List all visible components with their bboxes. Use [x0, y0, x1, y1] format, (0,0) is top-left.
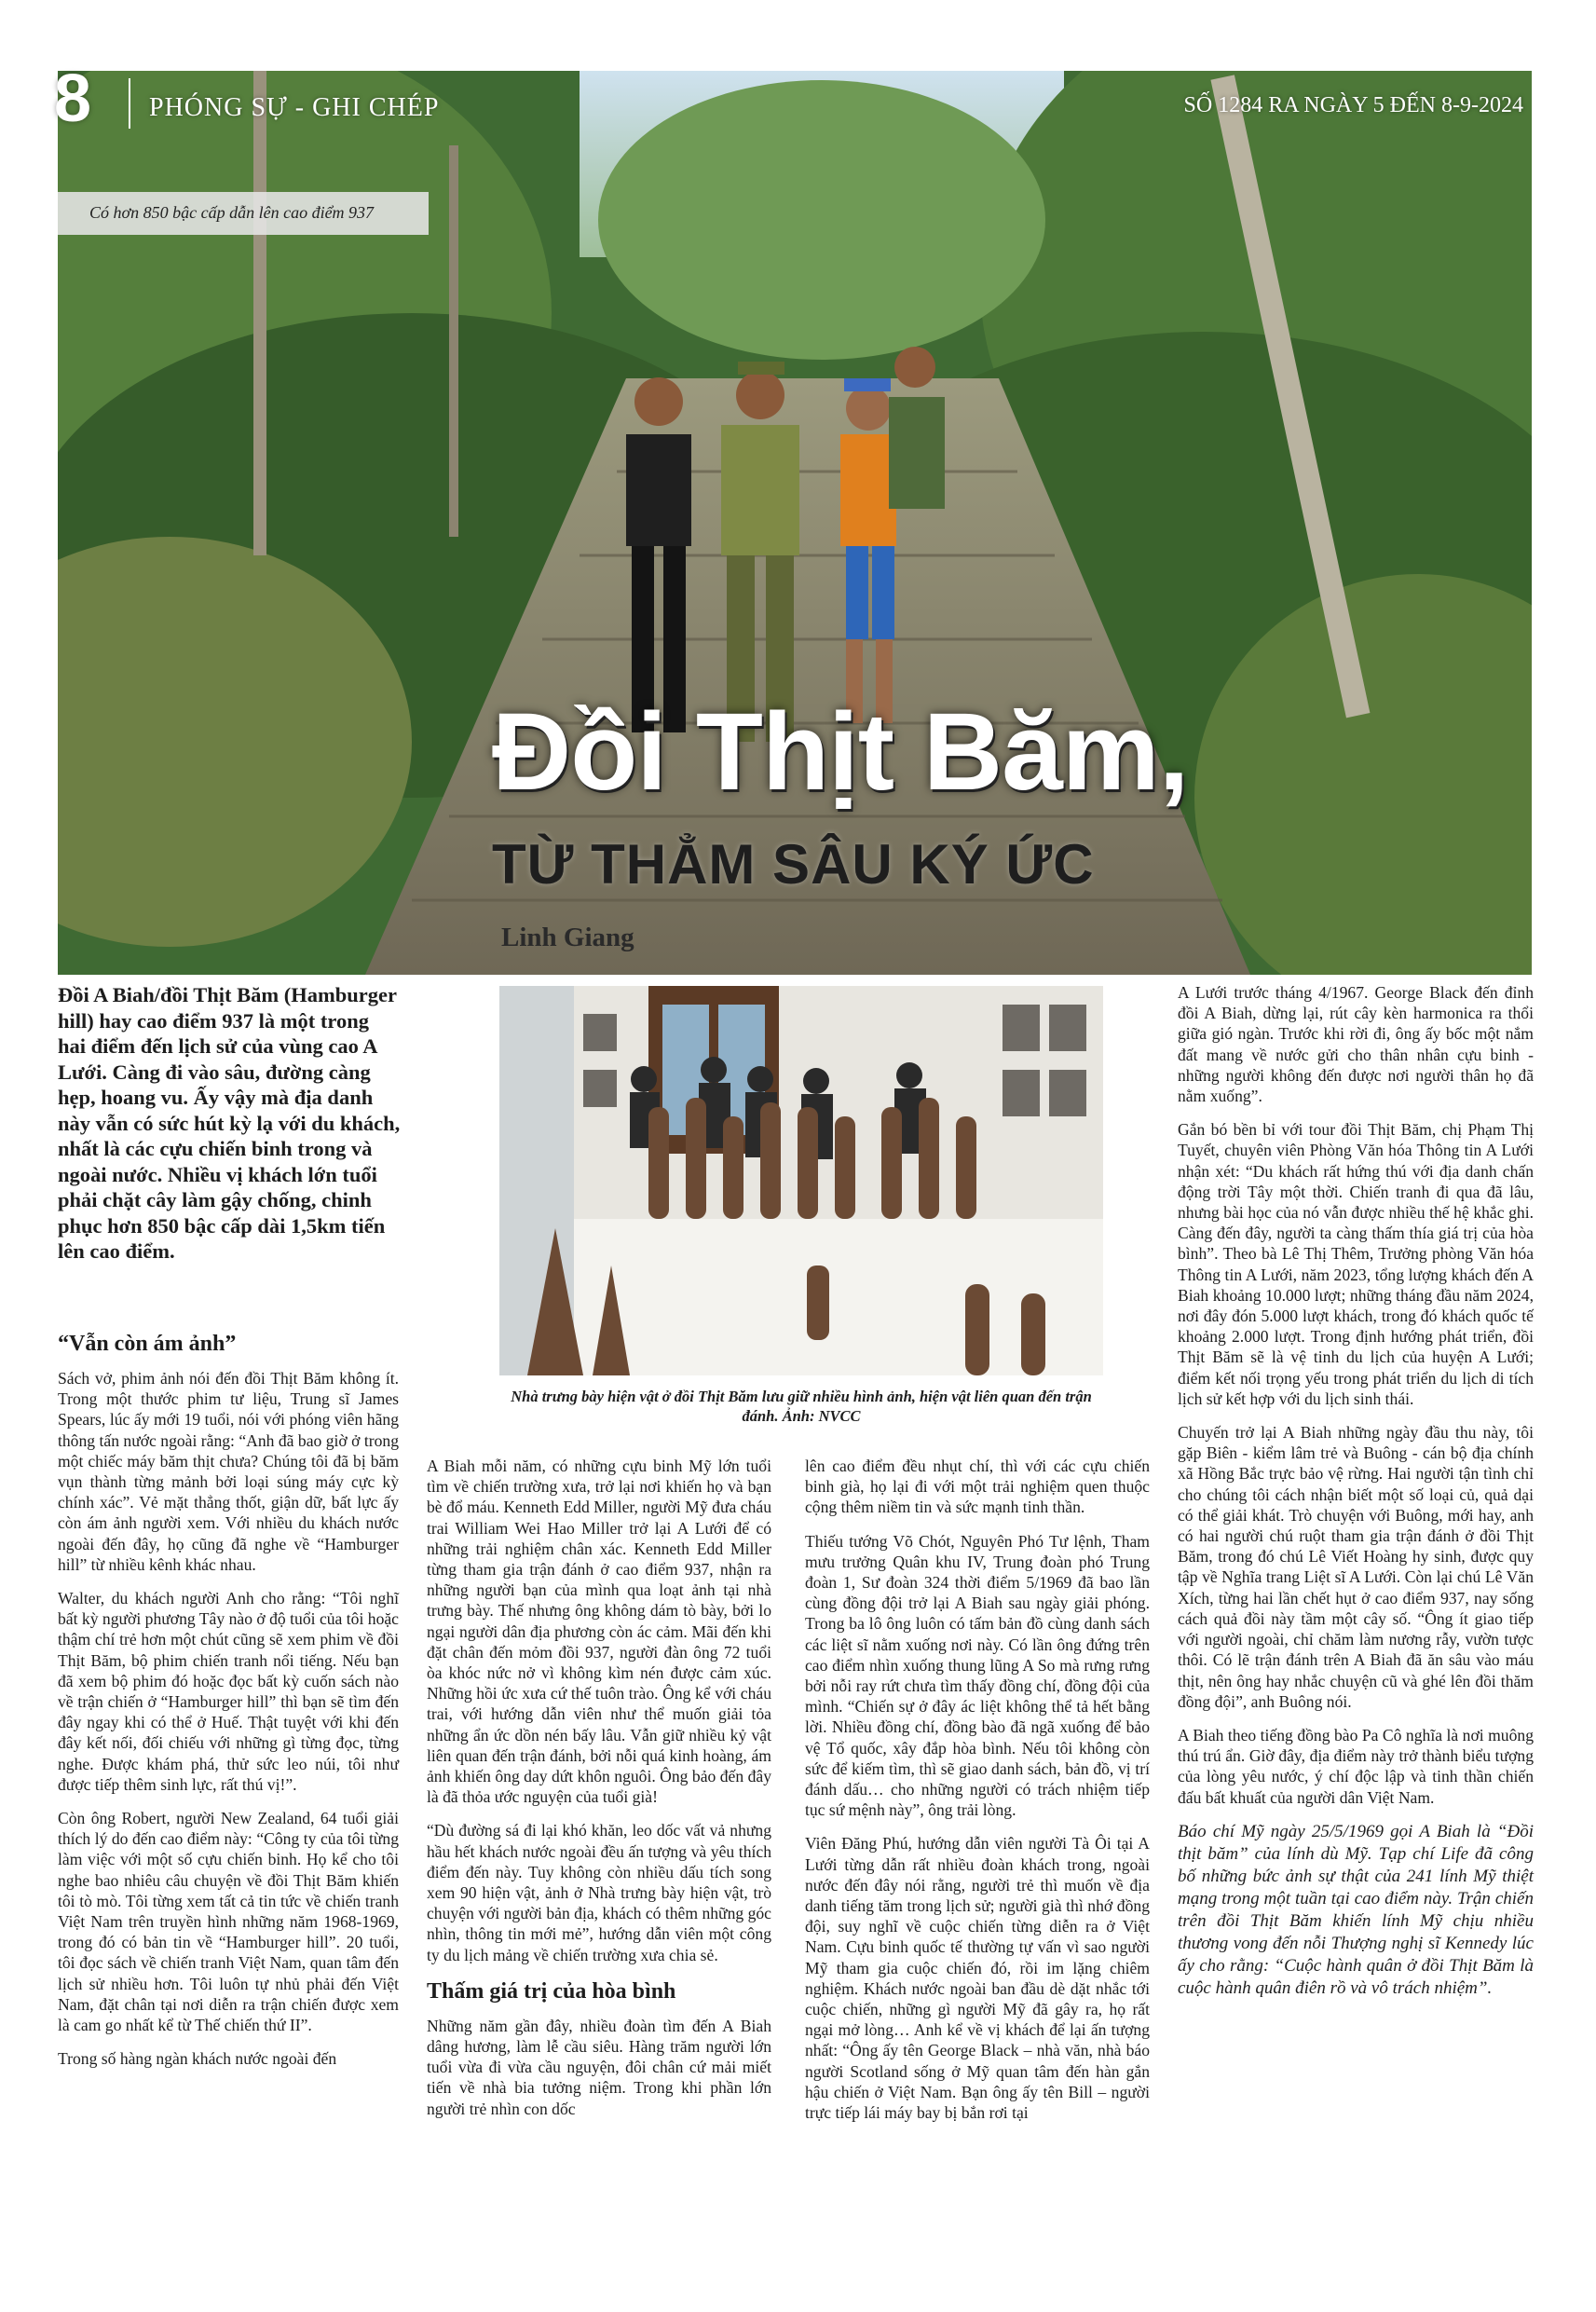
- page-number: 8: [54, 62, 92, 136]
- paragraph: Còn ông Robert, người New Zealand, 64 tuổi giải thích lý do đến cao điểm này: “Công ty của tôi từng làm việc với một số cựu chiến binh. Họ kể cho tôi nghe bao nhiêu câu chuyện về đồi Thịt Băm khiến tôi tò mò. Tôi từng xem tất cả tin tức về chiến tranh Việt Nam trên truyền hình những năm 1968-1969, trong đó có bản tin về “Hamburger hill”. 20 tuổi, tôi đọc sách về chiến tranh Việt Nam, quan tâm đến lịch sử nhiều hơn. Tôi luôn tự nhủ phải đến Việt Nam, đặt chân tại nơi diễn ra trận chiến được xem là cam go nhất kể từ Thế chiến thứ II”.: [58, 1809, 399, 2035]
- paragraph: Sách vở, phim ảnh nói đến đồi Thịt Băm không ít. Trong một thước phim tư liệu, Trung sĩ James Spears, lúc ấy mới 19 tuổi, nói với phóng viên hãng thông tấn nước ngoài rằng: “Anh đã bao giờ ở trong một chiếc máy băm thịt chưa? Chúng tôi đã bị băm vụn thành từng mảnh bởi loại súng máy cực kỳ chính xác”. Vẻ mặt thẳng thốt, giận dữ, bất lực ấy còn ám ảnh người xem. Với nhiều du khách nước ngoài đến đây, họ cũng đã nghe về “Hamburger hill” từ nhiều kênh khác nhau.: [58, 1369, 399, 1574]
- paragraph: A Lưới trước tháng 4/1967. George Black đến đỉnh đồi A Biah, dừng lại, rút cây kèn harmonica ra thổi giữa gió ngàn. Trước khi rời đi, ông ấy bốc một nắm đất mang về nước gửi cho thân nhân cựu binh - những người không đến được nơi người thân họ đã nằm xuống”.: [1178, 983, 1534, 1106]
- section-heading-1: “Vẫn còn ám ảnh”: [58, 1332, 237, 1356]
- paragraph: Những năm gần đây, nhiều đoàn tìm đến A Biah dâng hương, làm lễ cầu siêu. Hàng trăm người lớn tuổi vừa đi vừa cầu nguyện, đôi chân cứ mải miết tiến về nhà bia tưởng niệm. Trong khi phần lớn người trẻ nhìn con dốc: [427, 2016, 771, 2118]
- paragraph: A Biah mỗi năm, có những cựu binh Mỹ lớn tuổi tìm về chiến trường xưa, trở lại nơi khiến họ và bạn bè đổ máu. Kenneth Edd Miller, người Mỹ đưa cháu trai William Wei Hao Miller trở lại A Lưới để có những trải nghiệm chân xác. Kenneth Edd Miller từng tham gia trận đánh ở cao điểm 937, nhận ra những người bạn của mình qua loạt ảnh tại nhà trưng bày. Thế nhưng ông không dám tò bày, bởi lo ngại người dân địa phương còn ác cảm. Mãi đến khi đặt chân đến mỏm đồi 937, người đàn ông 72 tuổi òa khóc nức nở vì không kìm nén được cảm xúc. Những hồi ức xưa cứ thế tuôn trào. Ông kể với cháu trai, với hướng dẫn viên như thể muốn giải tỏa những ẩn ức dồn nén bấy lâu. Vẫn giữ nhiều kỷ vật liên quan đến trận đánh, bởi nỗi quá kinh hoàng, ám ảnh khiến ông day dứt khôn nguôi. Ông bảo đến đây là đã thỏa ước nguyện của tuổi già!: [427, 1457, 771, 1807]
- paragraph: Trong số hàng ngàn khách nước ngoài đến: [58, 2049, 337, 2069]
- paragraph: Walter, du khách người Anh cho rằng: “Tôi nghĩ bất kỳ người phương Tây nào ở độ tuổi của tôi hoặc thậm chí trẻ hơn một chút cũng sẽ xem phim về đồi Thịt Băm, bộ phim chiến tranh nổi tiếng. Nếu bạn đã xem bộ phim đó hoặc đọc bất kỳ cuốn sách nào về trận chiến ở “Hamburger hill” thì bạn sẽ tìm đến đây ngay khi có thể ở Huế. Thật tuyệt với khi đến đây kết nối, đối chiếu với những gì từng đọc, từng nghe. Được khám phá, thử sức leo núi, tôi như được tiếp thêm sinh lực, rất thú vị!”.: [58, 1589, 399, 1794]
- paragraph: lên cao điểm đều nhụt chí, thì với các cựu chiến binh già, họ lại đi với một trải nghiệm quen thuộc cộng thêm niềm tin và sức mạnh tinh thần.: [805, 1457, 1150, 1517]
- header-divider: [129, 78, 130, 129]
- hero-caption: Có hơn 850 bậc cấp dẫn lên cao điểm 937: [89, 203, 375, 222]
- exhibit-illustration: [499, 986, 1103, 1375]
- museum-photo-caption: Nhà trưng bày hiện vật ở đồi Thịt Băm lưu giữ nhiều hình ảnh, hiện vật liên quan đến trận đánh. Ảnh: NVCC: [511, 1388, 1092, 1425]
- column-1: [58, 1331, 399, 2083]
- paragraph: A Biah theo tiếng đồng bào Pa Cô nghĩa là nơi muông thú trú ẩn. Giờ đây, địa điểm này trở thành biểu tượng của lòng yêu nước, ý chí độc lập và tinh thần chiến đấu bất khuất của người dân Việt Nam.: [1178, 1725, 1534, 1807]
- paragraph: Viên Đăng Phú, hướng dẫn viên người Tà Ôi tại A Lưới từng dẫn rất nhiều đoàn khách trong, ngoài nước đến đây nói rằng, người trẻ thì muốn về địa danh tiếng tăm trong lịch sử; người già thì nhớ đồng đội, suy nghĩ về cuộc chiến từng diễn ra ở Việt Nam. Cựu binh quốc tế thường tự vấn vì sao người Mỹ tham gia cuộc chiến đó, rồi im lặng chiêm nghiệm. Khách nước ngoài ban đầu dè dặt nhắc tới cuộc chiến, những gì người Mỹ đã gây ra, họ rất ngại mở lòng… Anh kể về vị khách để lại ấn tượng nhất: “Ông ấy tên George Black – nhà văn, nhà báo người Scotland sống ở Mỹ quan tâm đến hàn gắn hậu chiến ở Việt Nam. Bạn ông ấy tên Bill – người trực tiếp lái máy bay bị bắn rơi tại: [805, 1834, 1150, 2123]
- column-4: [1178, 982, 1534, 2013]
- author-byline: Linh Giang: [501, 923, 634, 952]
- museum-photo: [499, 986, 1103, 1375]
- lead-paragraph: Đồi A Biah/đồi Thịt Băm (Hamburger hill) hay cao điểm 937 là một trong hai điểm đến lịch sử của vùng cao A Lưới. Càng đi vào sâu, đường càng hẹp, hoang vu. Ấy vậy mà địa danh này vẫn có sức hút kỳ lạ với du khách, nhất là các cựu chiến binh trong và ngoài nước. Nhiều vị khách lớn tuổi phải chặt cây làm gậy chống, chinh phục hơn 850 bậc cấp dài 1,5km tiến lên cao điểm.: [58, 983, 401, 1263]
- column-3: [805, 1456, 1150, 2136]
- paragraph: “Dù đường sá đi lại khó khăn, leo dốc vất vả nhưng hầu hết khách nước ngoài đều ấn tượng và yêu thích điểm đến này. Tuy không còn nhiều dấu tích song xem 90 hiện vật, ảnh ở Nhà trưng bày hiện vật, trò chuyện với người bản địa, khách có thêm những góc nhìn, thông tin mới mẻ”, hướng dẫn viên một công ty du lịch mảng về chiến trường xưa chia sẻ.: [427, 1821, 771, 1964]
- issue-info: SỐ 1284 RA NGÀY 5 ĐẾN 8-9-2024: [1183, 93, 1523, 117]
- article-title: Đồi Thịt Băm,: [492, 691, 1189, 814]
- article-subtitle: TỪ THẲM SÂU KÝ ỨC: [492, 833, 1095, 896]
- paragraph: Chuyến trở lại A Biah những ngày đầu thu này, tôi gặp Biên - kiểm lâm trẻ và Buông - cán bộ địa chính xã Hồng Bắc trực bảo vệ rừng. Hai người tận tình chỉ cho chúng tôi cách nhận biết một số loại củ, quả dại có thể giải khát. Trò chuyện với Buông, mới hay, anh có hai người chú ruột tham gia trận đánh ở đồi Thịt Băm, trong đó chú Lê Viết Hoàng hy sinh, được quy tập về Nghĩa trang Liệt sĩ A Lưới. Còn lại chú Lê Văn Xích, từng hai lần chết hụt ở cao điểm 937, nay sống cách quả đồi này tầm một cây số. “Ông ít giao tiếp với người ngoài, chỉ chăm làm nương rẫy, vườn tược thôi. Có lẽ trận đánh trên A Biah đã ăn sâu vào máu thịt, nên ông hay nhắc chuyện cũ và ghé lên đồi thăm đồng đội”, anh Buông nói.: [1178, 1423, 1534, 1711]
- section-heading-2: Thấm giá trị của hòa bình: [427, 1978, 676, 2004]
- column-2: [427, 1456, 771, 2132]
- paragraph: Thiếu tướng Võ Chót, Nguyên Phó Tư lệnh, Tham mưu trưởng Quân khu IV, Trung đoàn phó Trung đoàn 1, Sư đoàn 324 thời điểm 5/1969 đã bao lần cùng đồng đội trở lại A Biah sau ngày giải phóng. Trong ba lô ông luôn có tấm bản đồ cùng danh sách các liệt sĩ nằm xuống nơi này. Có lần ông đứng trên cao điểm nhìn xuống thung lũng A So mà rưng rưng bởi nỗi ray rứt chưa tìm thấy đồng chí, đồng đội của mình. “Chiến sự ở đây ác liệt không thể tả hết bằng lời. Nhiều đồng chí, đồng bào đã ngã xuống để bảo vệ Tổ quốc, xây đắp hòa bình. Nếu tôi không còn sức để kiếm tìm, thì sẽ giao danh sách, bản đồ, vị trí đánh dấu… cho những người có trách nhiệm tiếp tục sứ mệnh này”, ông trải lòng.: [805, 1531, 1150, 1820]
- italic-footnote: Báo chí Mỹ ngày 25/5/1969 gọi A Biah là “Đồi thịt băm” của lính dù Mỹ. Tạp chí Life đã công bố những bức ảnh sự thật của 241 lính Mỹ thiệt mạng trong một tuần tại cao điểm này. Trận chiến trên đồi Thịt Băm khiến lính Mỹ chịu nhiều thương vong đến nỗi Thượng nghị sĩ Kennedy lúc ấy cho rằng: “Cuộc hành quân ở đồi Thịt Băm là cuộc hành quân điên rồ và vô trách nhiệm”.: [1178, 1821, 1534, 1998]
- paragraph: Gắn bó bền bỉ với tour đồi Thịt Băm, chị Phạm Thị Tuyết, chuyên viên Phòng Văn hóa Thông tin A Lưới nhận xét: “Du khách rất hứng thú với địa danh chấn động trời Tây một thời. Chiến tranh đi qua đã lâu, nhưng bài học của nó vẫn được nhiều thế hệ khắc ghi. Càng đến đây, người ta càng thấm thía giá trị của hòa bình”. Theo bà Lê Thị Thêm, Trưởng phòng Văn hóa Thông tin A Lưới, năm 2023, tổng lượng khách đến A Biah khoảng 10.000 lượt; những tháng đầu năm 2024, nơi đây đón 5.000 lượt khách, trong đó khách quốc tế khoảng 2.000 lượt. Trong định hướng phát triển, đồi Thịt Băm sẽ là vệ tinh du lịch của huyện A Lưới; điểm kết nối trọng yếu trong phát triển du lịch di tích lịch sử kết hợp với du lịch sinh thái.: [1178, 1120, 1534, 1408]
- hero-caption-box: [58, 192, 429, 235]
- section-label: PHÓNG SỰ - GHI CHÉP: [149, 93, 440, 122]
